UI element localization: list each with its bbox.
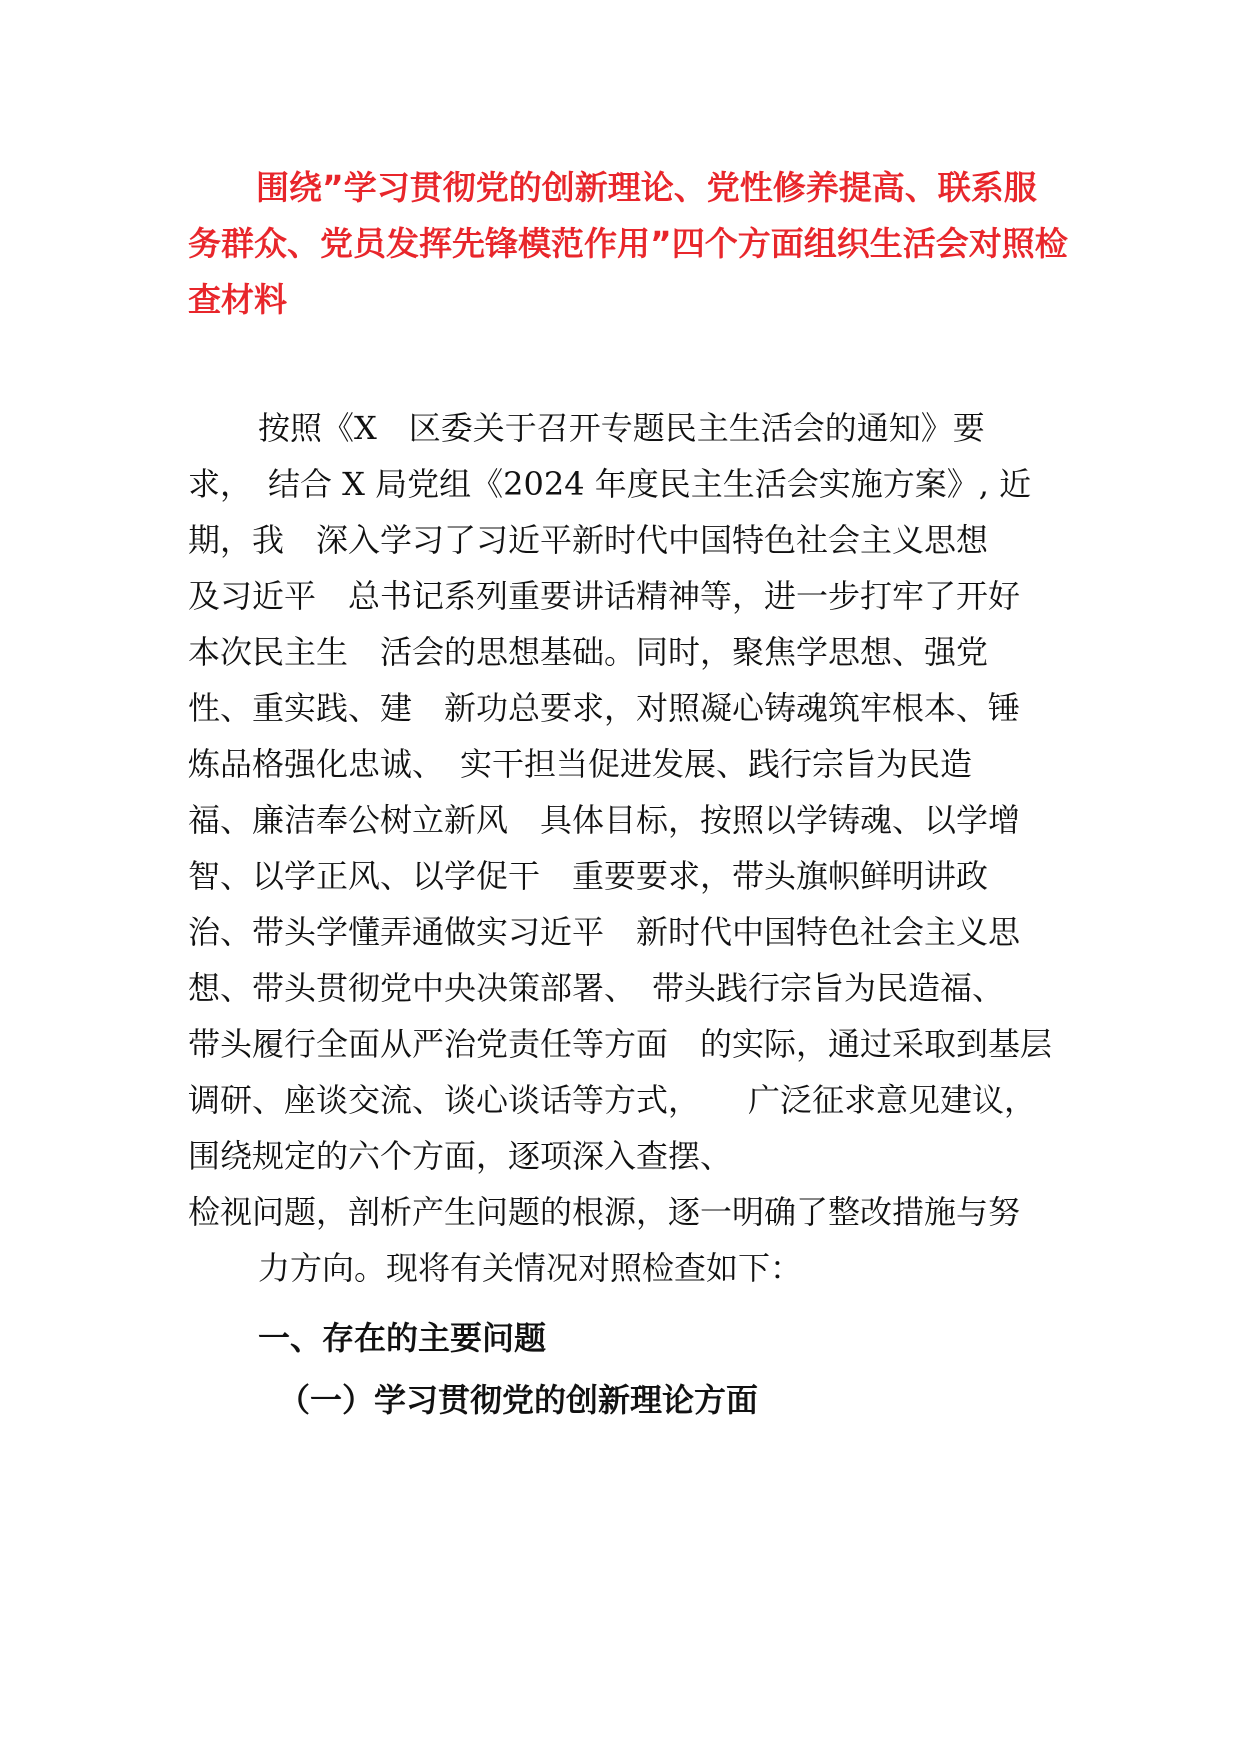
- body-line: 求， 结合 X 局党组《2024 年度民主生活会实施方案》, 近: [188, 465, 1032, 503]
- body-line: 福、廉洁奉公树立新风 具体目标，按照以学铸魂、以学增: [188, 801, 1021, 839]
- body-line: 检视问题，剖析产生问题的根源，逐一明确了整改措施与努: [188, 1193, 1021, 1231]
- body-line: 本次民主生 活会的思想基础。同时，聚焦学思想、强党: [188, 633, 989, 671]
- body-line: 性、重实践、建 新功总要求，对照凝心铸魂筑牢根本、锤: [188, 689, 1021, 727]
- document-title: 围绕”学习贯彻党的创新理论、党性修养提高、联系服务群众、党员发挥先锋模范作用”四个方面组织生活会对照检查材料: [188, 168, 1068, 319]
- body-line: 期，我 深入学习了习近平新时代中国特色社会主义思想: [188, 521, 989, 559]
- body-line: 带头履行全面从严治党责任等方面 的实际，通过采取到基层: [188, 1025, 1053, 1063]
- body-line: 治、带头学懂弄通做实习近平 新时代中国特色社会主义思: [188, 913, 1021, 951]
- subsection-heading: （一）学习贯彻党的创新理论方面: [278, 1381, 759, 1419]
- body-line: 及习近平 总书记系列重要讲话精神等，进一步打牢了开好: [188, 577, 1021, 615]
- section-heading: 一、存在的主要问题: [258, 1319, 547, 1357]
- body-line: 智、以学正风、以学促干 重要要求，带头旗帜鲜明讲政: [188, 857, 989, 895]
- body-line: 围绕规定的六个方面，逐项深入查摆、: [188, 1137, 733, 1175]
- body-paragraph: [188, 400, 1068, 1296]
- body-line: 炼品格强化忠诚、 实干担当促进发展、践行宗旨为民造: [188, 745, 973, 783]
- body-line: 力方向。现将有关情况对照检查如下：: [258, 1249, 803, 1287]
- body-line: 调研、座谈交流、谈心谈话等方式， 广泛征求意见建议，: [188, 1081, 1037, 1119]
- body-line: 按照《X 区委关于召开专题民主生活会的通知》要: [258, 409, 985, 447]
- body-line: 想、带头贯彻党中央决策部署、 带头践行宗旨为民造福、: [188, 969, 1005, 1007]
